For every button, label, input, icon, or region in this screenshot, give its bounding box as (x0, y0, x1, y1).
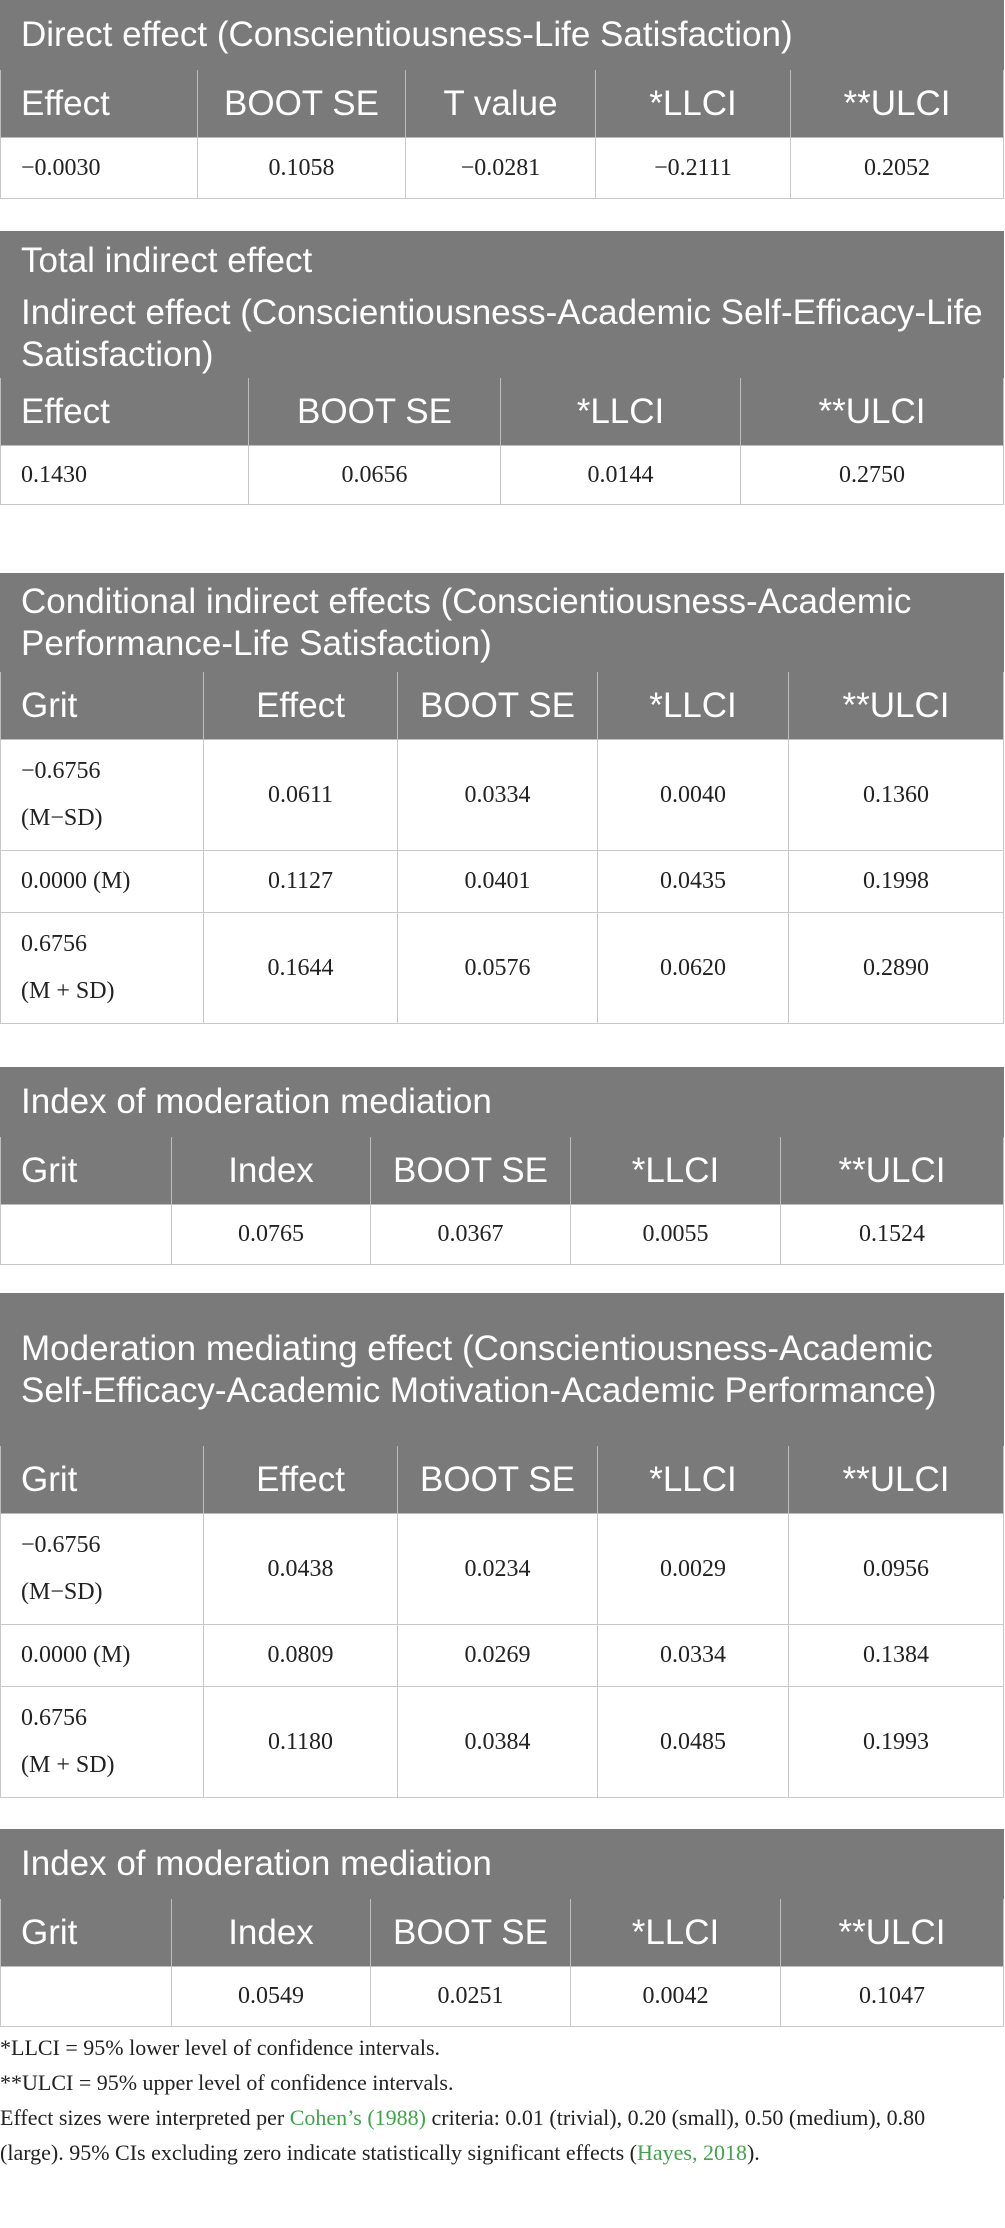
col-header: BOOT SE (371, 1899, 571, 1967)
conditional-indirect-title: Conditional indirect effects (Conscientiousness-Academic Performance-Life Satisfaction) (1, 574, 1004, 672)
index-moderation-title: Index of moderation mediation (1, 1830, 1004, 1899)
table-cell: 0.1644 (204, 913, 398, 1024)
table-cell: 0.1047 (781, 1967, 1004, 2027)
direct-effect-table (0, 0, 1004, 199)
col-header: BOOT SE (398, 1446, 598, 1514)
table-row (1, 1687, 1004, 1798)
col-header: Grit (1, 1137, 172, 1205)
grit-cell: 0.0000 (M) (1, 851, 204, 913)
grit-label: (M + SD) (21, 978, 115, 1004)
col-header: T value (406, 70, 596, 138)
col-header: *LLCI (598, 672, 789, 740)
table-cell: 0.1058 (198, 138, 406, 199)
col-header: *LLCI (571, 1899, 781, 1967)
col-header: Grit (1, 1899, 172, 1967)
grit-label: (M + SD) (21, 1752, 115, 1778)
table-cell: 0.0040 (598, 740, 789, 851)
table-cell: 0.1998 (789, 851, 1004, 913)
table-cell: 0.0435 (598, 851, 789, 913)
table-cell: 0.0576 (398, 913, 598, 1024)
table-cell: 0.1993 (789, 1687, 1004, 1798)
col-header: **ULCI (789, 1446, 1004, 1514)
table-cell: 0.1430 (1, 446, 249, 505)
col-header: *LLCI (598, 1446, 789, 1514)
col-header: Effect (1, 70, 198, 138)
table-cell: 0.0401 (398, 851, 598, 913)
table-cell: 0.0269 (398, 1625, 598, 1687)
table-row (1, 1625, 1004, 1687)
table-cell: 0.1524 (781, 1205, 1004, 1265)
table-cell: 0.1180 (204, 1687, 398, 1798)
grit-cell (1, 1514, 204, 1625)
table-cell: −0.2111 (596, 138, 791, 199)
table-cell: 0.0042 (571, 1967, 781, 2027)
col-header: **ULCI (781, 1137, 1004, 1205)
grit-cell (1, 913, 204, 1024)
grit-value: 0.6756 (21, 1705, 87, 1731)
indirect-effect-title: Indirect effect (Conscientiousness-Academic Self-Efficacy-Life Satisfaction) (1, 291, 1004, 378)
table-row (1, 138, 1004, 199)
grit-value: −0.6756 (21, 1532, 101, 1558)
col-header: **ULCI (791, 70, 1004, 138)
table-cell: 0.0611 (204, 740, 398, 851)
col-header: BOOT SE (371, 1137, 571, 1205)
table-cell: 0.0144 (501, 446, 741, 505)
col-header: *LLCI (501, 378, 741, 446)
col-header: Effect (1, 378, 249, 446)
table-row (1, 1967, 1004, 2027)
moderation-mediating-title: Moderation mediating effect (Conscientiousness-Academic Self-Efficacy-Academic Motivation-Academic Performance) (1, 1294, 1004, 1446)
col-header: **ULCI (741, 378, 1004, 446)
table-row (1, 851, 1004, 913)
col-header: BOOT SE (398, 672, 598, 740)
table-row (1, 913, 1004, 1024)
moderation-mediating-table (0, 1293, 1004, 1798)
grit-label: (M−SD) (21, 805, 103, 831)
grit-label: (M−SD) (21, 1579, 103, 1605)
col-header: Grit (1, 1446, 204, 1514)
effect-note-prefix: Effect sizes were interpreted per (0, 2105, 290, 2130)
table-cell: 0.0620 (598, 913, 789, 1024)
cohen-citation-link[interactable]: Cohen’s (1988) (289, 2105, 426, 2130)
col-header: **ULCI (789, 672, 1004, 740)
table-row (1, 1205, 1004, 1265)
grit-value: −0.6756 (21, 758, 101, 784)
table-cell: 0.0029 (598, 1514, 789, 1625)
index-moderation-title: Index of moderation mediation (1, 1068, 1004, 1137)
effect-size-note (0, 2100, 990, 2170)
ulci-note: **ULCI = 95% upper level of confidence intervals. (0, 2070, 454, 2095)
table-row (1, 740, 1004, 851)
effect-note-suffix: ). (746, 2140, 760, 2165)
table-cell: −0.0030 (1, 138, 198, 199)
effect-note-middle: criteria: 0.01 (trivial), 0.20 (small), 0.50 (medium), 0.80 (large). 95% CIs excluding zero indicate statistically significant effects ( (0, 2105, 926, 2165)
grit-cell (1, 1687, 204, 1798)
table-cell: 0.2890 (789, 913, 1004, 1024)
table-cell: 0.0367 (371, 1205, 571, 1265)
index-moderation-table-1 (0, 1067, 1004, 1265)
table-cell: 0.0549 (172, 1967, 371, 2027)
table-cell: 0.0334 (598, 1625, 789, 1687)
col-header: *LLCI (596, 70, 791, 138)
col-header: Effect (204, 672, 398, 740)
col-header: Index (172, 1899, 371, 1967)
table-cell: 0.0251 (371, 1967, 571, 2027)
table-cell: −0.0281 (406, 138, 596, 199)
table-cell (1, 1967, 172, 2027)
table-cell: 0.0656 (249, 446, 501, 505)
table-row (1, 1514, 1004, 1625)
hayes-citation-link[interactable]: Hayes, 2018 (636, 2140, 747, 2165)
table-cell: 0.0384 (398, 1687, 598, 1798)
table-cell: 0.1384 (789, 1625, 1004, 1687)
table-cell: 0.0055 (571, 1205, 781, 1265)
table-cell: 0.0765 (172, 1205, 371, 1265)
table-cell: 0.2750 (741, 446, 1004, 505)
table-cell: 0.0956 (789, 1514, 1004, 1625)
table-cell: 0.1127 (204, 851, 398, 913)
table-cell: 0.2052 (791, 138, 1004, 199)
grit-cell: 0.0000 (M) (1, 1625, 204, 1687)
table-cell: 0.0809 (204, 1625, 398, 1687)
total-indirect-title: Total indirect effect (1, 232, 1004, 291)
index-moderation-table-2 (0, 1829, 1004, 2027)
grit-value: 0.6756 (21, 931, 87, 957)
table-cell: 0.1360 (789, 740, 1004, 851)
col-header: Effect (204, 1446, 398, 1514)
table-row (1, 446, 1004, 505)
grit-cell (1, 740, 204, 851)
col-header: BOOT SE (198, 70, 406, 138)
conditional-indirect-table (0, 573, 1004, 1024)
table-cell: 0.0485 (598, 1687, 789, 1798)
col-header: Index (172, 1137, 371, 1205)
table-footnotes (0, 2030, 990, 2170)
llci-note: *LLCI = 95% lower level of confidence intervals. (0, 2035, 441, 2060)
table-cell (1, 1205, 172, 1265)
table-cell: 0.0334 (398, 740, 598, 851)
table-cell: 0.0234 (398, 1514, 598, 1625)
col-header: *LLCI (571, 1137, 781, 1205)
col-header: **ULCI (781, 1899, 1004, 1967)
table-cell: 0.0438 (204, 1514, 398, 1625)
direct-effect-title: Direct effect (Conscientiousness-Life Satisfaction) (1, 1, 1004, 70)
col-header: BOOT SE (249, 378, 501, 446)
total-indirect-table (0, 231, 1004, 505)
col-header: Grit (1, 672, 204, 740)
